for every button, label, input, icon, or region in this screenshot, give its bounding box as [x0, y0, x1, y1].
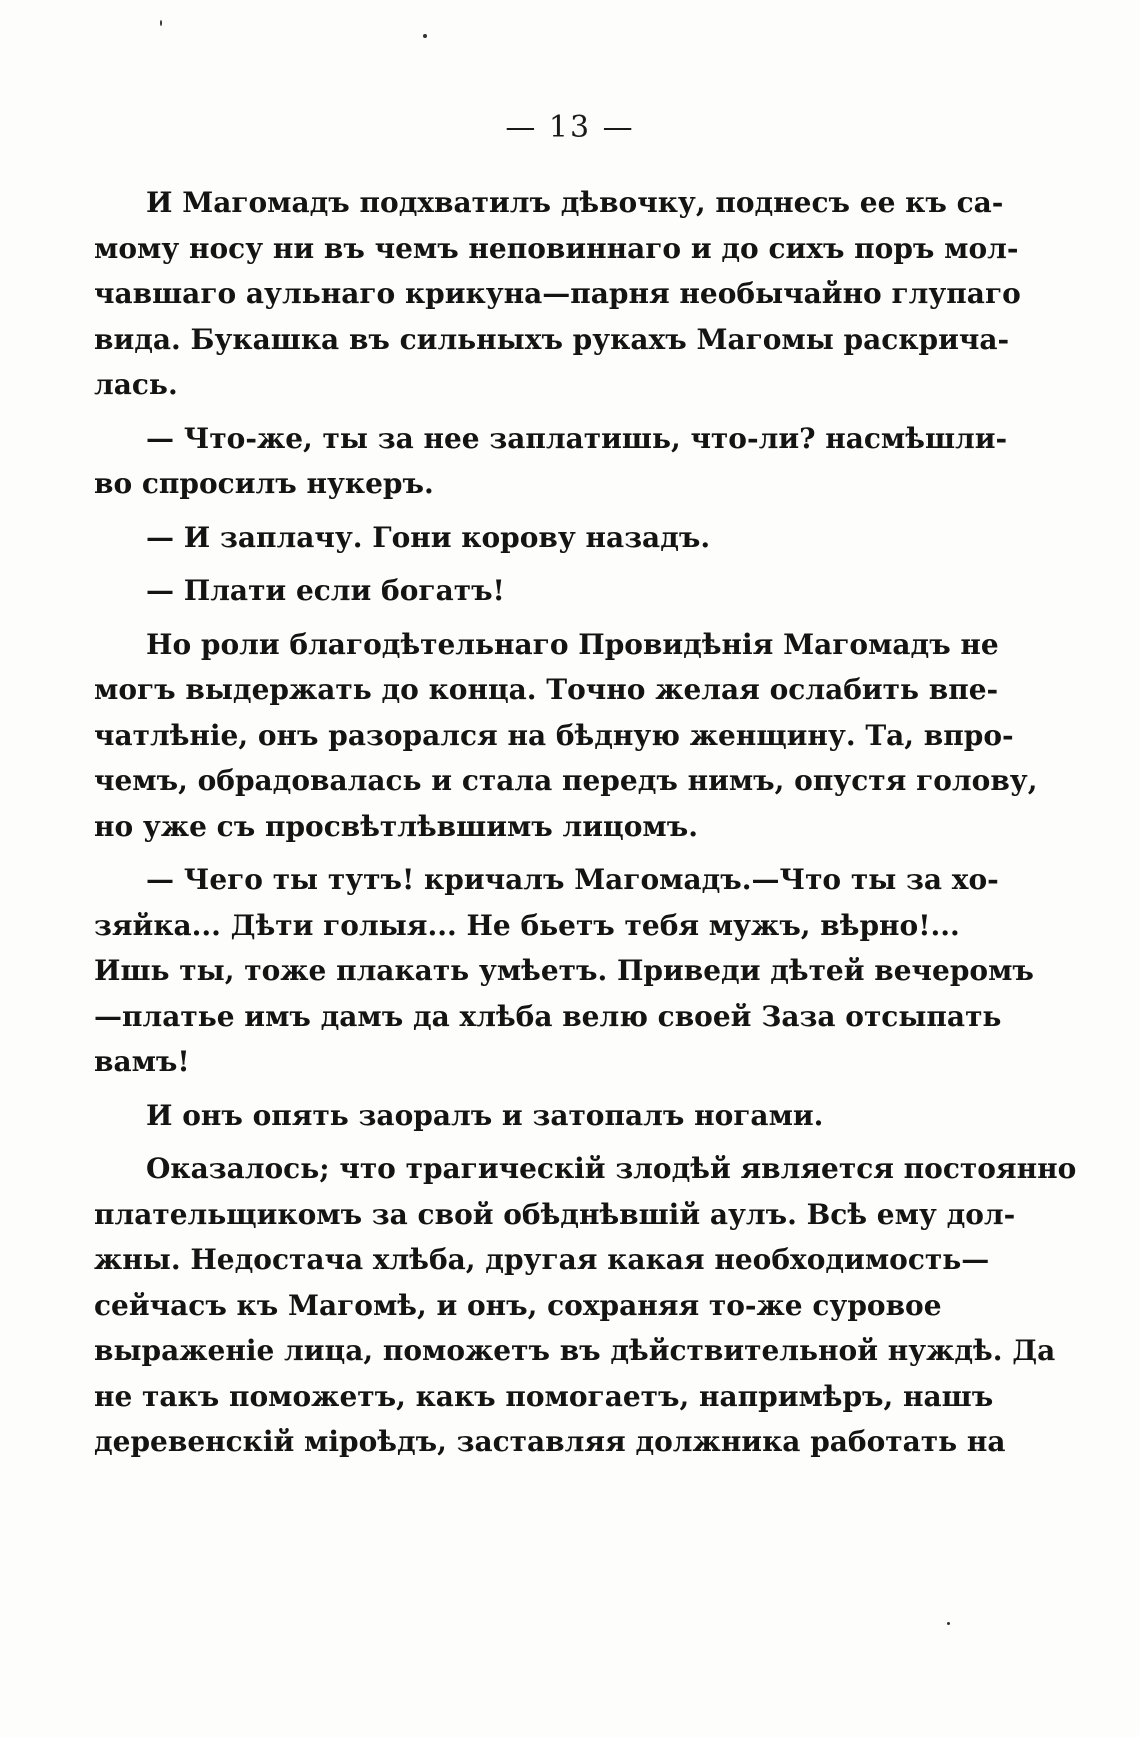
text-line: —платье имъ дамъ да хлѣба велю своей Заза отсыпать	[94, 999, 1002, 1033]
paragraph	[94, 515, 914, 561]
paragraph	[94, 568, 914, 614]
text-line: сейчасъ къ Магомѣ, и онъ, сохраняя то-же суровое	[94, 1288, 942, 1322]
text-line: И онъ опять заоралъ и затопалъ ногами.	[146, 1098, 824, 1132]
text-line: Оказалось; что трагическій злодѣй является постоянно	[146, 1152, 1077, 1185]
text-line: мому носу ни въ чемъ неповиннаго и до сихъ поръ мол-	[94, 231, 1019, 265]
text-line: зяйка... Дѣти голыя... Не бьетъ тебя мужъ, вѣрно!...	[94, 908, 960, 942]
text-line: — Чего ты тутъ! кричалъ Магомадъ.—Что ты за хо-	[146, 863, 999, 896]
text-line: не такъ поможетъ, какъ помогаетъ, напримѣръ, нашъ	[94, 1379, 994, 1413]
text-line: плательщикомъ за свой обѣднѣвшій аулъ. Всѣ ему дол-	[94, 1197, 1016, 1231]
text-line: лась.	[94, 368, 178, 401]
paragraph	[94, 180, 1021, 408]
scan-speck	[947, 1622, 950, 1625]
paragraph	[94, 857, 1034, 1085]
paragraph	[94, 1093, 914, 1139]
text-line: вамъ!	[94, 1045, 190, 1078]
text-line: но уже съ просвѣтлѣвшимъ лицомъ.	[94, 809, 698, 843]
text-line: Ишь ты, тоже плакать умѣетъ. Приведи дѣтей вечеромъ	[94, 954, 1034, 987]
paragraph	[94, 1146, 1077, 1465]
text-line: — Плати если богатъ!	[146, 574, 505, 607]
text-line: чатлѣніе, онъ разорался на бѣдную женщину. Та, впро-	[94, 718, 1014, 752]
page-number: — 13 —	[505, 110, 635, 145]
body-text	[94, 180, 1077, 1473]
paragraph	[94, 622, 1038, 850]
text-line: вида. Букашка въ сильныхъ рукахъ Магомы раскрича-	[94, 322, 1010, 356]
scan-speck	[160, 20, 162, 26]
text-line: выраженіе лица, поможетъ въ дѣйствительной нуждѣ. Да	[94, 1334, 1056, 1367]
text-line: чемъ, обрадовалась и стала передъ нимъ, опустя голову,	[94, 764, 1038, 797]
text-line: Но роли благодѣтельнаго Провидѣнія Магомадъ не	[146, 627, 999, 661]
text-line: чавшаго аульнаго крикуна—парня необычайно глупаго	[94, 277, 1021, 310]
text-line: во спросилъ нукеръ.	[94, 467, 434, 500]
text-line: — И заплачу. Гони корову назадъ.	[146, 520, 711, 554]
paragraph	[94, 416, 1008, 507]
text-line: И Магомадъ подхватилъ дѣвочку, поднесъ ее къ са-	[146, 186, 1004, 219]
text-line: деревенскій міроѣдъ, заставляя должника работать на	[94, 1425, 1006, 1458]
text-line: жны. Недостача хлѣба, другая какая необходимость—	[94, 1243, 990, 1276]
text-line: могъ выдержать до конца. Точно желая ослабить впе-	[94, 673, 999, 706]
scan-speck	[423, 34, 427, 38]
text-line: — Что-же, ты за нее заплатишь, что-ли? насмѣшли-	[146, 421, 1008, 455]
